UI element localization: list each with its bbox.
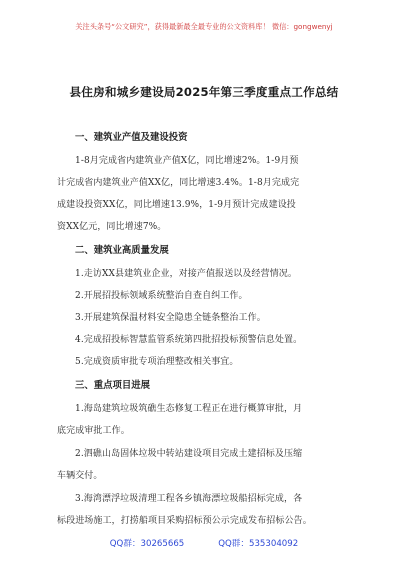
list-item: 1.走访XX县建筑业企业，对接产值报送以及经营情况。 bbox=[75, 269, 298, 279]
list-item: 2.开展招投标领域系统整治自查自纠工作。 bbox=[75, 291, 248, 301]
list-item: 1.海岛建筑垃圾筑礁生态修复工程正在进行概算审批，月 bbox=[75, 404, 303, 414]
list-item: 4.完成招投标智慧监管系统第四批招投标预警信息处置。 bbox=[75, 335, 303, 345]
header-banner: 关注头条号“公文研究”，获得最新最全最专业的公文资料库！ 微信：gongwenyj bbox=[75, 22, 333, 31]
list-item: 5.完成资质审批专项治理整改相关事宜。 bbox=[75, 357, 239, 367]
section-heading-2: 二、建筑业高质量发展 bbox=[75, 245, 169, 256]
paragraph-line: 1-8月完成省内建筑业产值X亿，同比增速2%。1-9月预 bbox=[75, 156, 299, 166]
list-item: 3.海湾漂浮垃圾清理工程各乡镇海漂垃圾船招标完成，各 bbox=[75, 494, 303, 504]
page-title: 县住房和城乡建设局2025年第三季度重点工作总结 bbox=[69, 85, 339, 99]
section-heading-1: 一、建筑业产值及建设投资 bbox=[75, 132, 188, 143]
paragraph-line: 计完成省内建筑业产值XX亿，同比增速3.4%。1-8月完成完 bbox=[57, 178, 300, 188]
footer-qq-group-2: QQ群：535304092 bbox=[218, 539, 299, 549]
paragraph-line: 成建设投资XX亿，同比增速13.9%，1-9月预计完成建设投 bbox=[57, 200, 296, 210]
list-item-continuation: 车辆交付。 bbox=[57, 471, 103, 481]
paragraph-line: 资XX亿元，同比增速7%。 bbox=[57, 222, 167, 232]
list-item: 3.开展建筑保温材料安全隐患全链条整治工作。 bbox=[75, 313, 266, 323]
list-item-continuation: 标段进场施工，打捞船项目采购招标预公示完成发布招标公告。 bbox=[57, 516, 312, 526]
footer-qq-group-1: QQ群：30265665 bbox=[109, 539, 185, 549]
footer-contact bbox=[0, 537, 408, 549]
list-item-continuation: 底完成审批工作。 bbox=[57, 426, 130, 436]
section-heading-3: 三、重点项目进展 bbox=[75, 380, 151, 391]
list-item: 2.泗礁山岛固体垃圾中转站建设项目完成土建招标及压缩 bbox=[75, 449, 303, 459]
